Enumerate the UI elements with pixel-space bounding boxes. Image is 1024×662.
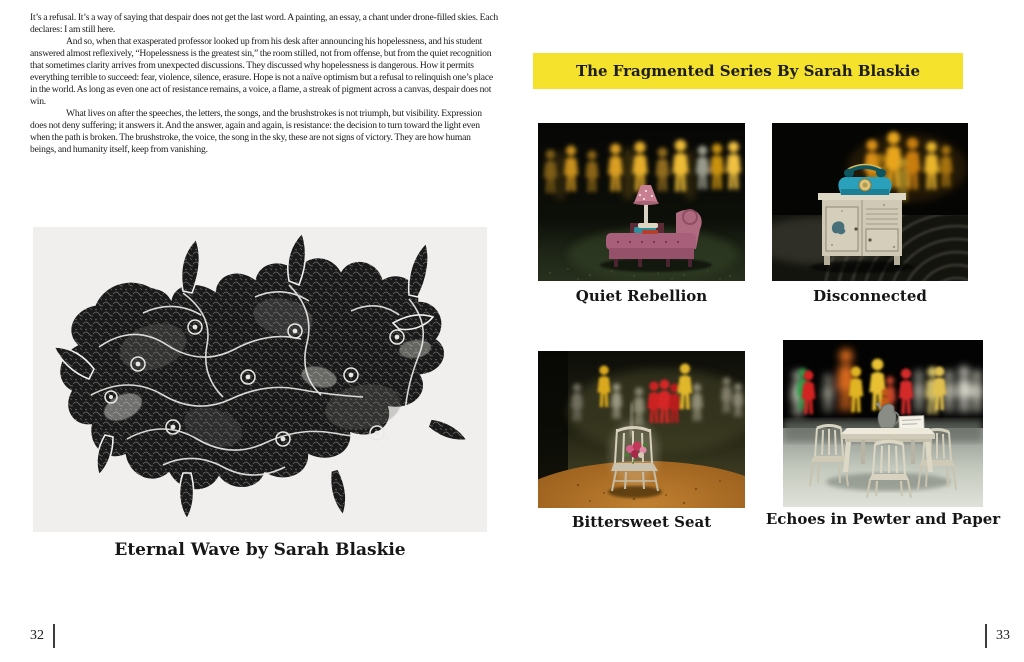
page-number-right: [985, 624, 1010, 648]
photo-caption-bittersweet-seat: Bittersweet Seat: [571, 513, 712, 531]
page-number-left: [30, 624, 55, 648]
photo-caption-quiet-rebellion: Quiet Rebellion: [575, 287, 708, 305]
body-text: [30, 12, 498, 156]
photo-caption-echoes-in-pewter-and-paper: Echoes in Pewter and Paper: [765, 510, 1001, 528]
page-divider-bar: [985, 624, 987, 648]
page-number-value: 33: [996, 628, 1010, 643]
artwork-caption: Eternal Wave by Sarah Blaskie: [114, 540, 406, 560]
photo-caption-disconnected: Disconnected: [813, 287, 927, 305]
photo-disconnected: [772, 123, 968, 281]
paragraph: It’s a refusal. It’s a way of saying that despair does not get the last word. A painting, an essay, a chant under drone-filled skies. Each declares: I am still here.: [30, 12, 498, 35]
page-number-value: 32: [30, 628, 44, 643]
paragraph: What lives on after the speeches, the letters, the songs, and the brushstrokes is not triumph, but visibility. Expression does not deny suffering; it answers it. And the answer, again and again, is resistance: the decision to turn toward the light even when the path is broken. The brushstroke, the voice, the song in the sky, these are not signs of victory. They are how human beings, and humanity itself, keep from vanishing.: [30, 108, 482, 155]
page-divider-bar: [53, 624, 55, 648]
artwork-eternal-wave: [33, 227, 487, 532]
photo-quiet-rebellion: [538, 123, 745, 281]
photo-echoes-in-pewter-and-paper: [783, 340, 983, 507]
series-banner: [533, 53, 963, 89]
photo-bittersweet-seat: [538, 351, 745, 508]
series-banner-title: The Fragmented Series By Sarah Blaskie: [575, 62, 921, 80]
paragraph: And so, when that exasperated professor looked up from his desk after announcing his hopelessness, and his student answered almost reflexively, “Hopelessness is the greatest sin,” the room stilled, not from offense, but from the quiet recognition that sometimes clarity arrives from unexpected discussions. They discussed why hopelessness is dangerous. How it permits everything terrible to succeed: fear, violence, silence, erasure. Hope is not a naïve optimism but a refusal to relinquish one’s place in the world. As long as even one act of resistance remains, a voice, a flame, a streak of pigment across a canvas, despair does not win.: [30, 36, 493, 107]
eternal-wave-print-image: [33, 227, 487, 532]
